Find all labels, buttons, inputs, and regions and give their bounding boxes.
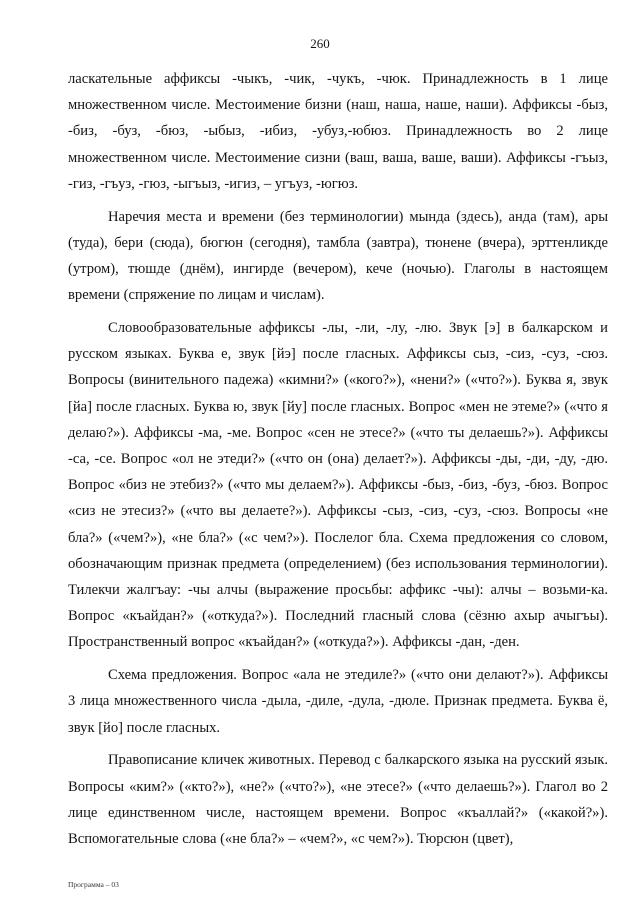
paragraph: Наречия места и времени (без терминологии) мында (здесь), анда (там), ары (туда), бери (сюда), бюгюн (сегодня), тамбла (завтра), тюнене (вчера), эрттенликде (утром), тюшде (днём), ингирде (вечером), кече (ночью). Глаголы в настоящем времени (спряжение по лицам и числам). <box>68 208 608 304</box>
paragraph: Словообразовательные аффиксы -лы, -ли, -лу, -лю. Звук [э] в балкарском и русском языках. Буква е, звук [йэ] после гласных. Аффиксы сыз, -сиз, -суз, -сюз. Вопросы (винительного падежа) «кимни?» («кого?»), «нени?» («что?»). Буква я, звук [йа] после гласных. Буква ю, звук [йу] после гласных. Вопрос «мен не этеме?» («что я делаю?»). Аффиксы -ма, -ме. Вопрос «сен не этесе?» («что ты делаешь?»). Аффиксы -са, -се. Вопрос «ол не этеди?» («что он (она) делает?»). Аффиксы -ды, -ди, -ду, -дю. Вопрос «биз не этебиз?» («что мы делаем?»). Аффиксы -быз, -биз, -буз, -бюз. Вопрос «сиз не этесиз?» («что вы делаете?»). Аффиксы -сыз, -сиз, -суз, -сюз. Вопросы «не бла?» («чем?»), «не бла?» («с чем?»). Послелог бла. Схема предложения со словом, обозначающим признак предмета (определением) (без использования терминологии). Тилекчи жалгъау: -чы алчы (выражение просьбы: аффикс -чы): алчы – возьми-ка. Вопрос «къайдан?» («откуда?»). Последний гласный слова (сёзню ахыр ачыгъы). Пространственный вопрос «къайдан?» («откуда?»). Аффиксы -дан, -ден. <box>68 320 608 651</box>
page-number: 260 <box>310 36 330 51</box>
body-text <box>68 66 608 852</box>
footer-label: Программа – 03 <box>68 880 119 889</box>
paragraph-continuation: ласкательные аффиксы -чыкъ, -чик, -чукъ, -чюк. Принадлежность в 1 лице множественном числе. Местоимение бизни (наш, наша, наше, наши). Аффиксы -быз, -биз, -буз, -бюз, -ыбыз, -ибиз, -убуз,-юбюз. Принадлежность во 2 лице множественном числе. Местоимение сизни (ваш, ваша, ваше, ваши). Аффиксы -гъыз, -гиз, -гъуз, -гюз, -ыгъыз, -игиз, – угъуз, -югюз. <box>68 71 608 192</box>
paragraph: Правописание кличек животных. Перевод с балкарского языка на русский язык. Вопросы «ким?» («кто?»), «не?» («что?»), «не этесе?» («что делаешь?»). Глагол во 2 лице единственном числе, настоящем времени. Вопрос «къаллай?» («какой?»). Вспомогательные слова («не бла?» – «чем?», «с чем?»). Тюрсюн (цвет), <box>68 752 608 848</box>
paragraph: Схема предложения. Вопрос «ала не этедиле?» («что они делают?»). Аффиксы 3 лица множественного числа -дыла, -диле, -дула, -дюле. Признак предмета. Буква ё, звук [йо] после гласных. <box>68 667 608 736</box>
